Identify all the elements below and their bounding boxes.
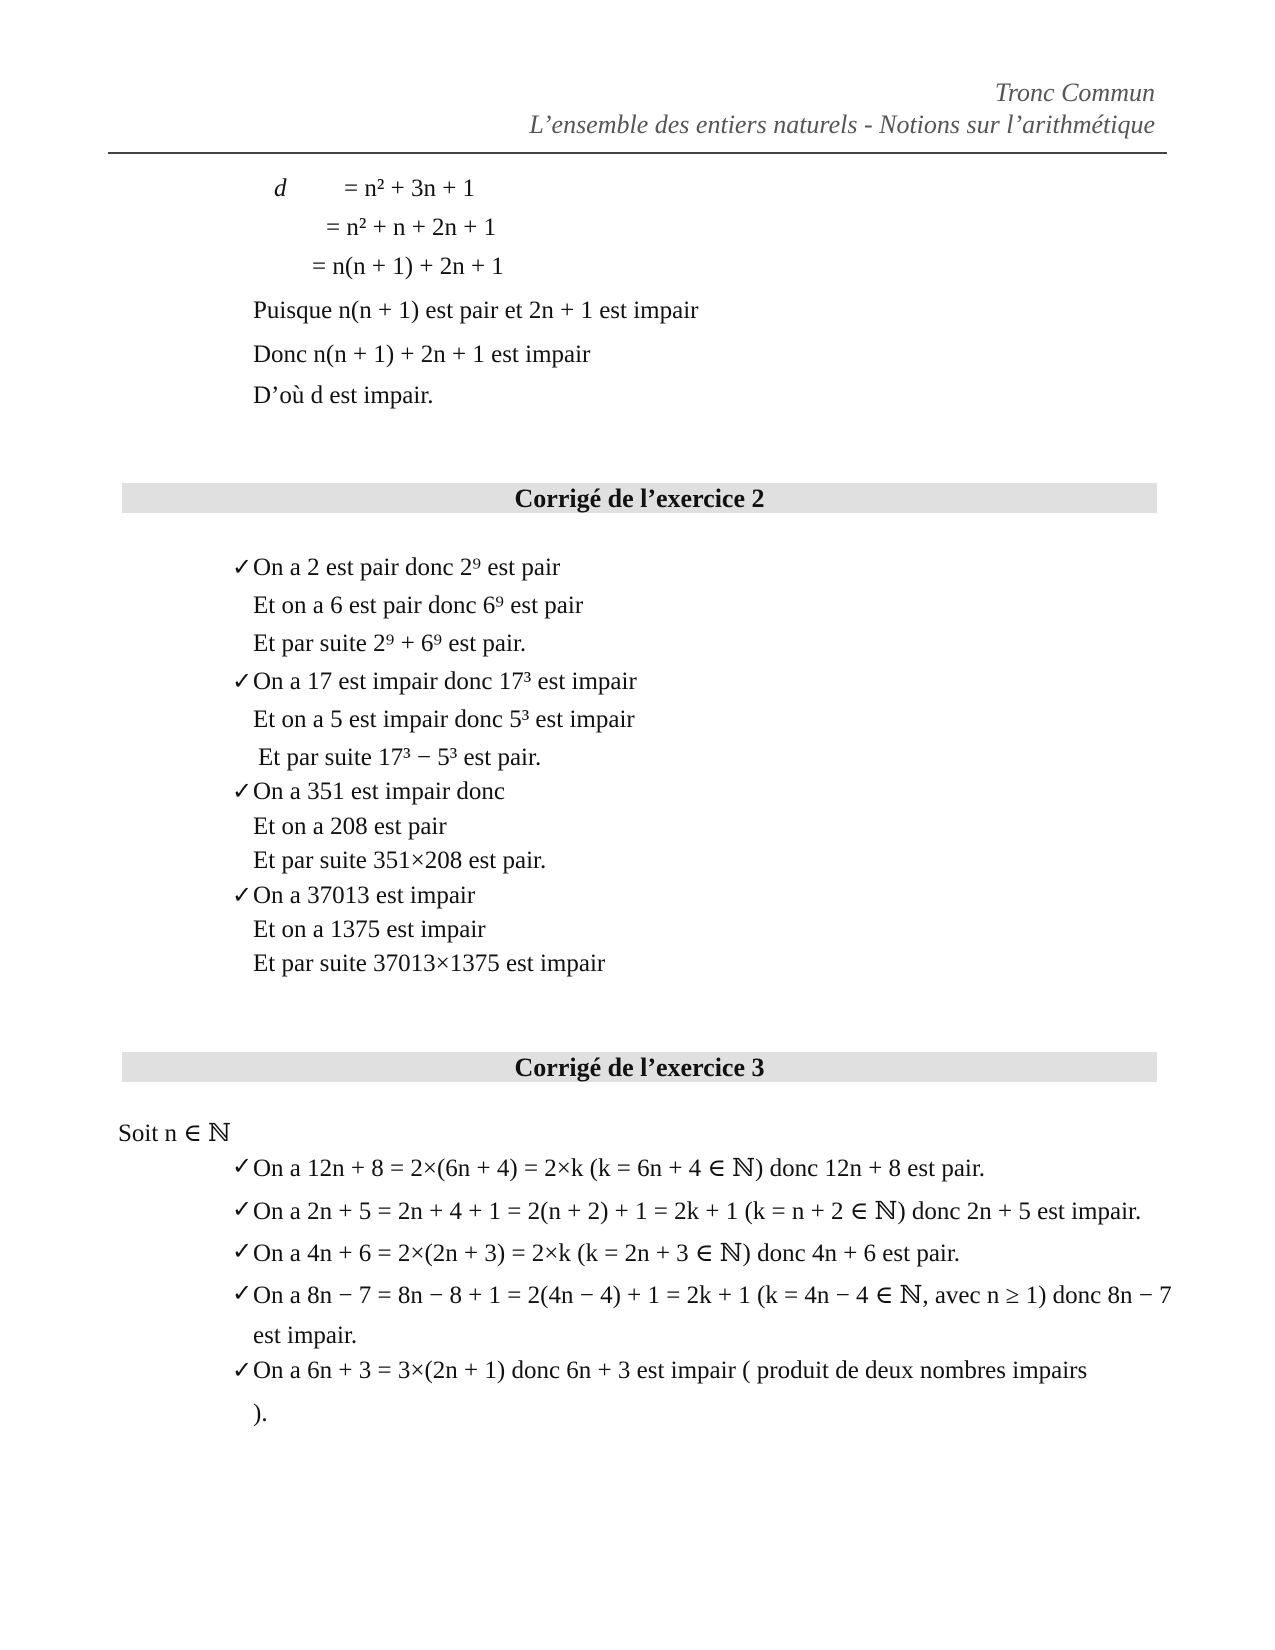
checkmark-icon: ✓ [232,1197,253,1223]
ex3-item-continuation: ). [253,1400,268,1427]
checkmark-icon: ✓ [232,883,253,909]
reasoning-line-1: Puisque n(n + 1) est pair et 2n + 1 est impair [253,297,699,324]
ex2-line: Et on a 6 est pair donc 6⁹ est pair [253,592,584,619]
conclusion-line: D’où d est impair. [253,382,434,409]
ex2-line: On a 37013 est impair [253,882,476,909]
ex2-line: On a 351 est impair donc [253,778,506,805]
checkmark-icon: ✓ [232,555,253,581]
ex2-line: On a 2 est pair donc 2⁹ est pair [253,554,561,581]
d-label: d [274,175,287,202]
header-rule [108,152,1167,154]
ex3-item-continuation: est impair. [253,1322,358,1349]
section-title-exercise-3: Corrigé de l’exercice 3 [122,1052,1157,1082]
section-title-exercise-2: Corrigé de l’exercice 2 [122,483,1157,513]
ex2-line: Et on a 5 est impair donc 5³ est impair [253,706,635,733]
checkmark-icon: ✓ [232,1154,253,1180]
ex3-intro: Soit n ∈ ℕ [118,1120,231,1147]
checkmark-icon: ✓ [232,779,253,805]
ex2-line: Et par suite 37013×1375 est impair [253,950,606,977]
checkmark-icon: ✓ [232,1239,253,1265]
header-course: Tronc Commun [994,78,1155,107]
ex2-line: Et par suite 17³ − 5³ est pair. [258,744,542,771]
header-chapter: L’ensemble des entiers naturels - Notions sur l’arithmétique [529,110,1155,139]
checkmark-icon: ✓ [232,1358,253,1384]
ex3-item: On a 8n − 7 = 8n − 8 + 1 = 2(4n − 4) + 1 = 2k + 1 (k = 4n − 4 ∈ ℕ, avec n ≥ 1) donc 8n − 7 [253,1282,1172,1309]
ex2-line: Et par suite 351×208 est pair. [253,847,547,874]
ex2-line: Et on a 1375 est impair [253,916,486,943]
checkmark-icon: ✓ [232,1281,253,1307]
ex2-line: On a 17 est impair donc 17³ est impair [253,668,637,695]
ex3-item: On a 12n + 8 = 2×(6n + 4) = 2×k (k = 6n + 4 ∈ ℕ) donc 12n + 8 est pair. [253,1155,986,1182]
ex3-item: On a 2n + 5 = 2n + 4 + 1 = 2(n + 2) + 1 = 2k + 1 (k = n + 2 ∈ ℕ) donc 2n + 5 est impair. [253,1198,1142,1225]
ex3-item: On a 4n + 6 = 2×(2n + 3) = 2×k (k = 2n + 3 ∈ ℕ) donc 4n + 6 est pair. [253,1240,961,1267]
equation-line-3: = n(n + 1) + 2n + 1 [312,253,504,280]
ex2-line: Et par suite 2⁹ + 6⁹ est pair. [253,630,527,657]
equation-line-2: = n² + n + 2n + 1 [326,214,497,241]
ex3-item: On a 6n + 3 = 3×(2n + 1) donc 6n + 3 est impair ( produit de deux nombres impairs [253,1357,1088,1384]
ex2-line: Et on a 208 est pair [253,813,447,840]
reasoning-line-2: Donc n(n + 1) + 2n + 1 est impair [253,341,591,368]
equation-line-1: = n² + 3n + 1 [344,175,476,202]
checkmark-icon: ✓ [232,669,253,695]
